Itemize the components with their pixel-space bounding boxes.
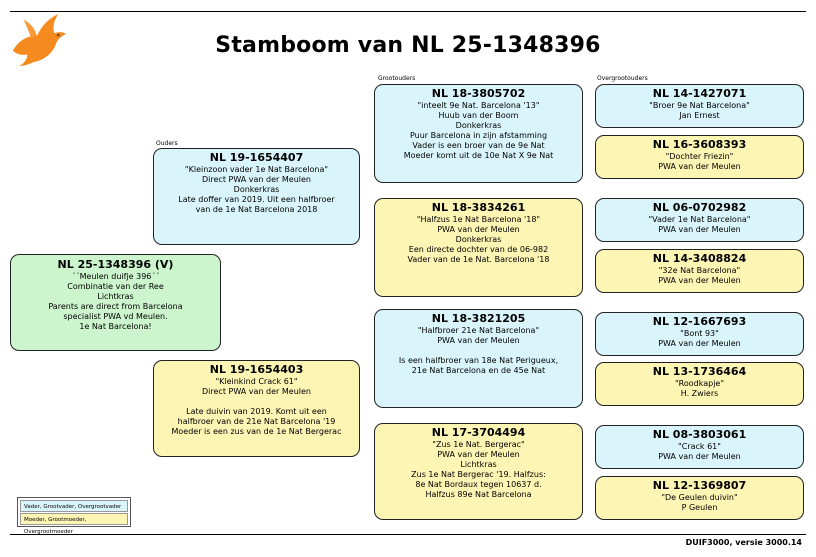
grandparent-ring: NL 18-3834261 — [431, 201, 526, 214]
great-grandparents-label: Overgrootouders — [597, 75, 648, 82]
subject-card[interactable] — [10, 254, 221, 351]
great-grandparent-card[interactable] — [595, 362, 804, 406]
great-grandparent-card[interactable] — [595, 476, 804, 520]
grandparent-ring: NL 18-3821205 — [431, 312, 526, 325]
parents-label: Ouders — [156, 140, 178, 147]
card-line: Jan Ernest — [679, 111, 720, 120]
card-line: "Halfbroer 21e Nat Barcelona" — [417, 326, 540, 335]
great-grandparent-ring: NL 14-3408824 — [652, 252, 747, 265]
card-line: "Halfzus 1e Nat Barcelona '18" — [416, 215, 541, 224]
card-line: Moeder is een zus van de 1e Nat Bergerac — [171, 427, 342, 436]
card-line: P Geulen — [681, 503, 718, 512]
father-card[interactable] — [153, 148, 360, 245]
card-line: "Kleinkind Crack 61" — [215, 377, 298, 386]
card-line: Lichtkras — [460, 460, 497, 469]
card-line: van de 1e Nat Barcelona 2018 — [195, 205, 318, 214]
great-grandparent-ring: NL 06-0702982 — [652, 201, 747, 214]
card-line — [154, 397, 359, 407]
card-line: Direct PWA van der Meulen — [202, 387, 311, 396]
card-line: halfbroer van de 21e Nat Barcelona '19 — [177, 417, 336, 426]
card-line: "De Geulen duivin" — [661, 493, 738, 502]
bottom-divider — [10, 534, 806, 535]
card-line: "Bont 93" — [680, 329, 719, 338]
card-line: "Kleinzoon vader 1e Nat Barcelona" — [184, 165, 329, 174]
card-line: H. Zwiers — [680, 389, 719, 398]
card-line: Vader van de 1e Nat. Barcelona '18 — [407, 255, 550, 264]
card-line: Parents are direct from Barcelona — [48, 302, 183, 311]
card-line: Halfzus 89e Nat Barcelona — [425, 490, 532, 499]
card-line: "inteelt 9e Nat. Barcelona '13" — [417, 101, 540, 110]
grandparent-ring: NL 18-3805702 — [431, 87, 526, 100]
card-line: Late doffer van 2019. Uit een halfbroer — [178, 195, 335, 204]
great-grandparent-card[interactable] — [595, 425, 804, 469]
grandparent-card[interactable] — [374, 198, 583, 297]
card-line: Zus 1e Nat Bergerac '19. Halfzus: — [411, 470, 546, 479]
great-grandparent-card[interactable] — [595, 84, 804, 128]
card-line: PWA van der Meulen — [658, 276, 741, 285]
great-grandparent-ring: NL 12-1667693 — [652, 315, 747, 328]
card-line: "32e Nat Barcelona" — [658, 266, 741, 275]
card-line: "Roodkapje" — [674, 379, 725, 388]
card-line: Donkerkras — [455, 235, 502, 244]
color-legend — [17, 497, 131, 535]
page-title: Stamboom van NL 25-1348396 — [215, 33, 601, 58]
card-line: "Broer 9e Nat Barcelona" — [649, 101, 750, 110]
great-grandparent-card[interactable] — [595, 198, 804, 242]
grandparents-label: Grootouders — [378, 75, 416, 82]
grandparent-card[interactable] — [374, 423, 583, 520]
mother-ring: NL 19-1654403 — [209, 363, 304, 376]
card-line: PWA van der Meulen — [658, 339, 741, 348]
card-line: Puur Barcelona in zijn afstamming — [409, 131, 548, 140]
card-line: Late duivin van 2019. Komt uit een — [186, 407, 327, 416]
father-ring: NL 19-1654407 — [209, 151, 304, 164]
card-line: Een directe dochter van de 06-982 — [408, 245, 549, 254]
subject-ring: NL 25-1348396 (V) — [57, 258, 174, 271]
card-line: "Crack 61" — [678, 442, 721, 451]
card-line: PWA van der Meulen — [658, 452, 741, 461]
great-grandparent-ring: NL 08-3803061 — [652, 428, 747, 441]
great-grandparent-ring: NL 12-1369807 — [652, 479, 747, 492]
card-line: Direct PWA van der Meulen — [202, 175, 311, 184]
card-line: ´´Meulen duifje 396´´ — [71, 272, 160, 281]
great-grandparent-card[interactable] — [595, 249, 804, 293]
great-grandparent-ring: NL 14-1427071 — [652, 87, 747, 100]
legend-female: Moeder, Grootmoeder, Overgrootmoeder — [20, 513, 128, 525]
card-line: PWA van der Meulen — [437, 336, 520, 345]
version-label: DUIF3000, versie 3000.14 — [685, 538, 802, 547]
card-line: PWA van der Meulen — [658, 225, 741, 234]
card-line: 8e Nat Bordaux tegen 10637 d. — [415, 480, 542, 489]
card-line: specialist PWA vd Meulen. — [63, 312, 168, 321]
grandparent-ring: NL 17-3704494 — [431, 426, 526, 439]
card-line: 21e Nat Barcelona en de 45e Nat — [411, 366, 546, 375]
card-line: Combinatie van der Ree — [67, 282, 164, 291]
legend-male: Vader, Grootvader, Overgrootvader — [20, 500, 128, 512]
great-grandparent-card[interactable] — [595, 135, 804, 179]
card-line: PWA van der Meulen — [658, 162, 741, 171]
grandparent-card[interactable] — [374, 309, 583, 408]
card-line: "Dochter Friezin" — [665, 152, 734, 161]
card-line: 1e Nat Barcelona! — [79, 322, 152, 331]
card-line: Vader is een broer van de 9e Nat — [412, 141, 545, 150]
card-line: Is een halfbroer van 18e Nat Perigueux, — [398, 356, 559, 365]
great-grandparent-card[interactable] — [595, 312, 804, 356]
card-line: Huub van der Boom — [438, 111, 519, 120]
mother-card[interactable] — [153, 360, 360, 457]
card-line — [375, 346, 582, 356]
grandparent-card[interactable] — [374, 84, 583, 183]
card-line: Donkerkras — [455, 121, 502, 130]
card-line: "Vader 1e Nat Barcelona" — [648, 215, 751, 224]
great-grandparent-ring: NL 13-1736464 — [652, 365, 747, 378]
top-divider — [10, 11, 806, 12]
card-line: Moeder komt uit de 10e Nat X 9e Nat — [403, 151, 554, 160]
card-line: Donkerkras — [233, 185, 280, 194]
great-grandparent-ring: NL 16-3608393 — [652, 138, 747, 151]
card-line: Lichtkras — [97, 292, 134, 301]
card-line: "Zus 1e Nat. Bergerac" — [432, 440, 525, 449]
card-line: PWA van der Meulen — [437, 450, 520, 459]
card-line: PWA van der Meulen — [437, 225, 520, 234]
